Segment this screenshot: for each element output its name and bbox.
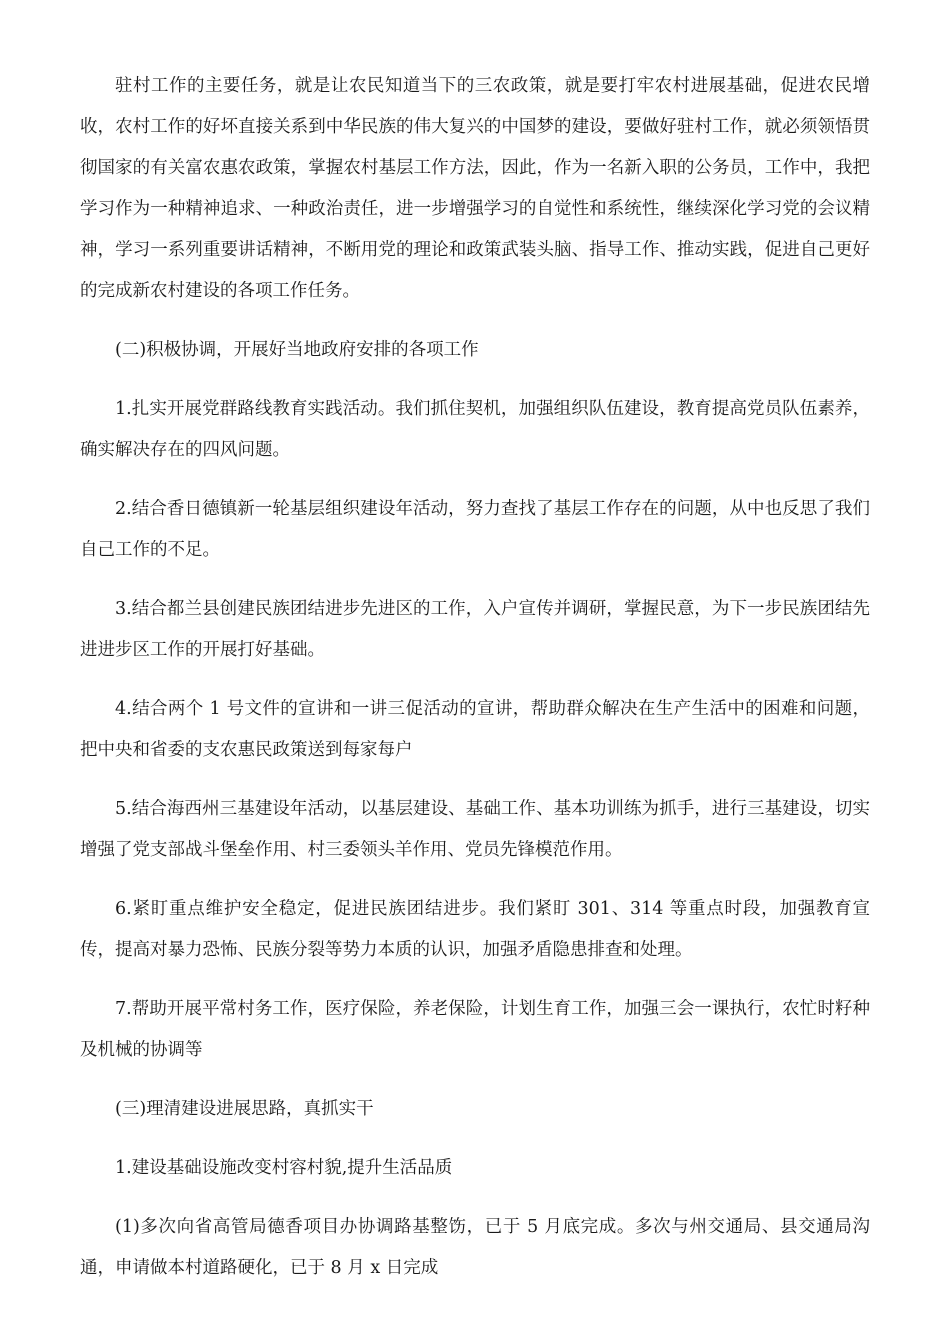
list-item-7: 7.帮助开展平常村务工作，医疗保险，养老保险，计划生育工作，加强三会一课执行，农忙时籽种及机械的协调等 [80, 999, 870, 1060]
section-heading-3: (三)理清建设进展思路，真抓实干 [115, 1099, 374, 1119]
sub-item-1: (1)多次向省高管局德香项目办协调路基整饬，已于 5 月底完成。多次与州交通局、县交通局沟通，申请做本村道路硬化，已于 8 月 x 日完成 [80, 1217, 870, 1278]
document-page [80, 66, 870, 1307]
list-item-6: 6.紧盯重点维护安全稳定，促进民族团结进步。我们紧盯 301、314 等重点时段，加强教育宣传，提高对暴力恐怖、民族分裂等势力本质的认识，加强矛盾隐患排查和处理。 [80, 899, 870, 960]
list-item-2: 2.结合香日德镇新一轮基层组织建设年活动，努力查找了基层工作存在的问题，从中也反思了我们自己工作的不足。 [80, 499, 870, 560]
section-heading-2: (二)积极协调，开展好当地政府安排的各项工作 [115, 340, 479, 360]
subsection-heading-1: 1.建设基础设施改变村容村貌,提升生活品质 [115, 1158, 453, 1178]
paragraph-intro: 驻村工作的主要任务，就是让农民知道当下的三农政策，就是要打牢农村进展基础，促进农民增收，农村工作的好坏直接关系到中华民族的伟大复兴的中国梦的建设，要做好驻村工作，就必须领悟贯彻国家的有关富农惠农政策，掌握农村基层工作方法，因此，作为一名新入职的公务员，工作中，我把学习作为一种精神追求、一种政治责任，进一步增强学习的自觉性和系统性，继续深化学习党的会议精神，学习一系列重要讲话精神，不断用党的理论和政策武装头脑、指导工作、推动实践，促进自己更好的完成新农村建设的各项工作任务。 [80, 76, 870, 301]
list-item-4: 4.结合两个 1 号文件的宣讲和一讲三促活动的宣讲，帮助群众解决在生产生活中的困难和问题，把中央和省委的支农惠民政策送到每家每户 [80, 699, 870, 760]
list-item-3: 3.结合都兰县创建民族团结进步先进区的工作，入户宣传并调研，掌握民意，为下一步民族团结先进进步区工作的开展打好基础。 [80, 599, 870, 660]
list-item-1: 1.扎实开展党群路线教育实践活动。我们抓住契机，加强组织队伍建设，教育提高党员队伍素养，确实解决存在的四风问题。 [80, 399, 870, 460]
list-item-5: 5.结合海西州三基建设年活动，以基层建设、基础工作、基本功训练为抓手，进行三基建设，切实增强了党支部战斗堡垒作用、村三委领头羊作用、党员先锋模范作用。 [80, 799, 870, 860]
